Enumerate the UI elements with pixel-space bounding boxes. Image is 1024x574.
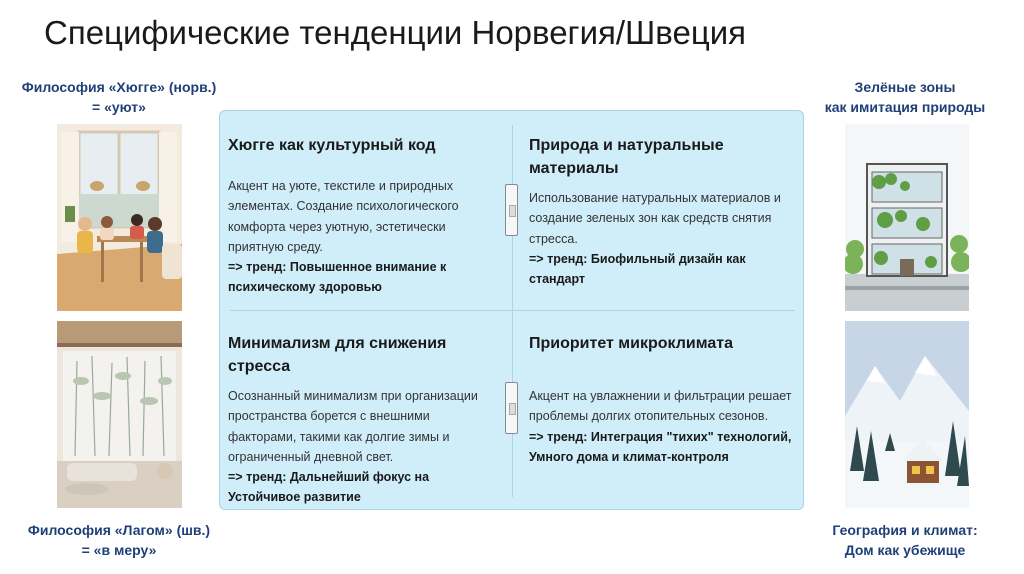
caption-line: Зелёные зоны: [854, 79, 956, 95]
caption-line: География и климат:: [832, 522, 978, 538]
caption-geography: [800, 520, 1010, 560]
resize-handle-top[interactable]: [505, 184, 518, 236]
cell-title: Приоритет микроклимата: [529, 335, 733, 352]
caption-line: = «в меру»: [81, 542, 157, 558]
hygge-room-image: [57, 124, 182, 311]
trends-panel: [219, 110, 804, 510]
cell-body: Осознанный минимализм при организации пространства борется с внешними факторами, такими как долгие зимы и ограниченный дневной свет.: [228, 389, 478, 464]
resize-handle-bottom[interactable]: [505, 382, 518, 434]
cell-trend: => тренд: Интеграция "тихих" технологий, Умного дома и климат-контроля: [529, 429, 792, 464]
lagom-room-image: [57, 321, 182, 508]
caption-line: = «уют»: [92, 99, 146, 115]
caption-line: Философия «Лагом» (шв.): [27, 522, 211, 538]
cell-title: Хюгге как культурный код: [228, 137, 436, 154]
caption-hygge: [0, 77, 238, 117]
cell-body: Акцент на уюте, текстиле и природных элементах. Создание психологического комфорта через уютную, эстетически приятную среду.: [228, 179, 459, 254]
green-building-image: [845, 124, 969, 311]
cell-trend: => тренд: Повышенное внимание к психическому здоровью: [228, 260, 447, 295]
cell-trend: => тренд: Биофильный дизайн как стандарт: [529, 251, 746, 287]
grip-icon: [509, 403, 516, 415]
grip-icon: [509, 205, 516, 217]
cell-microclimate: [529, 332, 794, 467]
cell-title: Природа и натуральные материалы: [529, 137, 724, 177]
caption-line: Дом как убежище: [844, 542, 966, 558]
caption-green-zones: [800, 77, 1010, 117]
caption-lagom: [0, 520, 238, 560]
vertical-divider: [512, 125, 513, 497]
caption-line: Философия «Хюгге» (норв.): [21, 79, 217, 95]
cell-nature: [529, 134, 794, 289]
cell-body: Акцент на увлажнении и фильтрации решает проблемы долгих отопительных сезонов.: [529, 389, 792, 424]
slide-title: Специфические тенденции Норвегия/Швеция: [44, 14, 747, 51]
cell-title: Минимализм для снижения стресса: [228, 335, 447, 375]
cell-hygge: [228, 134, 498, 298]
winter-house-image: [845, 321, 969, 508]
cell-minimalism: [228, 332, 498, 508]
cell-trend: => тренд: Дальнейший фокус на Устойчивое развитие: [228, 470, 430, 505]
horizontal-divider: [230, 310, 795, 311]
cell-body: Использование натуральных материалов и создание зеленых зон как средств снятия стресса.: [529, 191, 781, 246]
caption-line: как имитация природы: [824, 99, 986, 115]
